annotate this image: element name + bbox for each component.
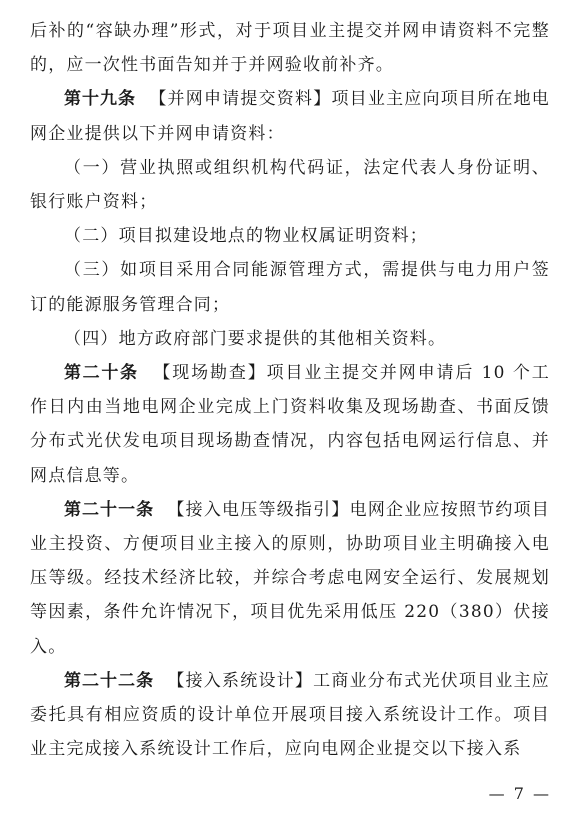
list-item-text: （二）项目拟建设地点的物业权属证明资料； [64, 226, 428, 247]
article-text: 工商业分布式光伏项目业主应委托具有相应资质的设计单位开展项目接入系统设计工作。项目业主完成接入系统设计工作后，应向电网企业提交以下接入系 [30, 670, 550, 760]
list-item-text: （三）如项目采用合同能源管理方式，需提供与电力用户签订的能源服务管理合同； [30, 260, 550, 315]
page-number: — 7 — [488, 784, 551, 803]
article-title: 【接入系统设计】 [167, 670, 314, 691]
paragraph-text: 后补的“容缺办理”形式，对于项目业主提交并网申请资料不完整的，应一次性书面告知并于并网验收前补齐。 [30, 21, 550, 76]
article-text: 项目业主提交并网申请后 10 个工作日内由当地电网企业完成上门资料收集及现场勘查、书面反馈分布式光伏发电项目现场勘查情况，内容包括电网运行信息、并网点信息等。 [30, 363, 550, 486]
list-item-text: （四）地方政府部门要求提供的其他相关资料。 [64, 328, 447, 349]
article-text: 项目业主应向项目所在地电网企业提供以下并网申请资料： [30, 89, 551, 144]
list-item [30, 151, 550, 219]
article-number: 第十九条 [64, 89, 137, 110]
list-item-text: （一）营业执照或组织机构代码证，法定代表人身份证明、银行账户资料； [30, 157, 550, 213]
article-21 [30, 493, 550, 664]
article-title: 【接入电压等级指引】 [167, 499, 350, 520]
article-19 [30, 82, 550, 150]
article-text: 电网企业应按照节约项目业主投资、方便项目业主接入的原则，协助项目业主明确接入电压等级。经技术经济比较，并综合考虑电网安全运行、发展规划等因素，条件允许情况下，项目优先采用低压 220（380）伏接入。 [30, 499, 551, 657]
article-number: 第二十二条 [64, 670, 155, 691]
list-item [30, 322, 550, 356]
article-title: 【现场勘查】 [153, 363, 267, 384]
article-title: 【并网申请提交资料】 [149, 89, 332, 110]
continuation-paragraph [30, 14, 550, 82]
article-20 [30, 356, 550, 493]
article-22 [30, 664, 550, 767]
list-item [30, 219, 550, 253]
article-number: 第二十条 [64, 363, 139, 384]
document-page [30, 14, 550, 766]
article-number: 第二十一条 [64, 499, 155, 520]
list-item [30, 253, 550, 321]
